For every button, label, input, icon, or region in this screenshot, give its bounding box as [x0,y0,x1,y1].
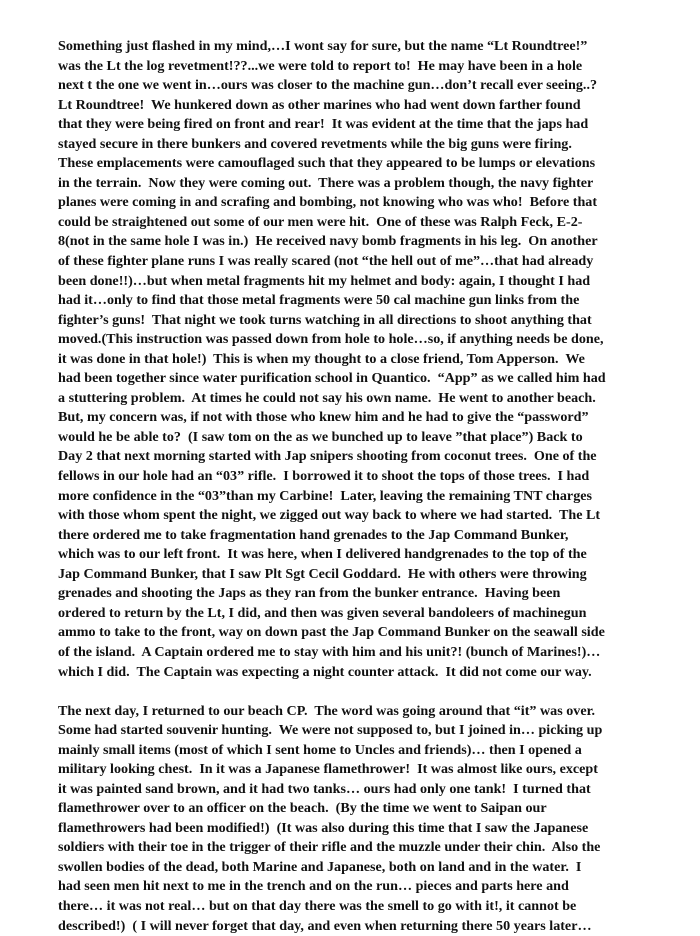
text-line: could be straightened out some of our men were hit. One of these was Ralph Feck, E-2- [58,213,583,230]
text-line: Jap Command Bunker, that I saw Plt Sgt Cecil Goddard. He with others were throwing [58,565,587,582]
text-line: swollen bodies of the dead, both Marine and Japanese, both on land and in the water. I [58,858,582,875]
text-line: Something just flashed in my mind,…I wont say for sure, but the name “Lt Roundtree!” [58,38,588,54]
text-line: which I did. The Captain was expecting a night counter attack. It did not come our way. [58,663,592,680]
text-line: had been together since water purification school in Quantico. “App” as we called him had [58,370,606,387]
text-line: ammo to take to the front, way on down past the Jap Command Bunker on the seawall side [58,624,605,641]
text-line: which was to our left front. It was here, when I delivered handgrenades to the top of the [58,546,587,563]
text-line: there… it was not real… but on that day there was the smell to go with it!, it cannot be [58,898,577,915]
paragraph-1 [58,37,680,682]
text-line: The next day, I returned to our beach CP. The word was going around that “it” was over. [58,702,596,719]
text-line: planes were coming in and scrafing and bombing, not knowing who was who! Before that [58,194,598,211]
text-line: a stuttering problem. At times he could not say his own name. He went to another beach. [58,389,596,406]
text-line: Day 2 that next morning started with Jap snipers shooting from coconut trees. One of the [58,448,597,465]
document-page [58,37,680,936]
text-line: it was done in that hole!) This is when my thought to a close friend, Tom Apperson. We [58,350,585,367]
text-line: of the island. A Captain ordered me to stay with him and his unit?! (bunch of Marines!)… [58,643,601,660]
text-line: 8(not in the same hole I was in.) He received navy bomb fragments in his leg. On another [58,233,598,250]
text-line: it was painted sand brown, and it had two tanks… ours had only one tank! I turned that [58,780,591,797]
text-line: of these fighter plane runs I was really scared (not “the hell out of me”…that had already [58,253,594,270]
text-line: flamethrower over to an officer on the beach. (By the time we went to Saipan our [58,800,547,817]
text-line: Lt Roundtree! We hunkered down as other marines who had went down farther found [58,96,581,113]
text-line: been done!!)…but when metal fragments hit my helmet and body: again, I thought I had [58,272,591,289]
text-line: would he be able to? (I saw tom on the as we bunched up to leave ”that place”) Back to [58,428,583,445]
text-line: moved.(This instruction was passed down from hole to hole…so, if anything needs be done, [58,331,604,348]
text-line: stayed secure in there bunkers and covered revetments while the big guns were firing. [58,135,572,152]
text-line: fellows in our hole had an “03” rifle. I borrowed it to shoot the tops of those trees. I had [58,468,590,485]
text-line: in the terrain. Now they were coming out. There was a problem though, the navy fighter [58,174,594,191]
text-line: These emplacements were camouflaged such that they appeared to be lumps or elevations [58,155,596,172]
text-line: mainly small items (most of which I sent home to Uncles and friends)… then I opened a [58,741,582,758]
text-line: military looking chest. In it was a Japanese flamethrower! It was almost like ours, except [58,761,598,778]
text-line: had seen men hit next to me in the trench and on the run… pieces and parts here and [58,878,569,895]
text-line: that they were being fired on front and rear! It was evident at the time that the japs had [58,116,589,133]
text-line: next t the one we went in…ours was closer to the machine gun…don’t recall ever seeing..? [58,77,598,94]
text-line: soldiers with their toe in the trigger of their rifle and the muzzle under their chin. Also the [58,839,601,856]
text-line: was the Lt the log revetment!??...we were told to report to! He may have been in a hole [58,57,583,74]
text-line: described!) ( I will never forget that day, and even when returning there 50 years later… [58,917,592,934]
text-line: ordered to return by the Lt, I did, and then was given several bandoleers of machinegun [58,604,587,621]
text-line: with those whom spent the night, we zigged out way back to where we had started. The Lt [58,507,601,524]
text-line: there ordered me to take fragmentation hand grenades to the Jap Command Bunker, [58,526,569,543]
text-line: Some had started souvenir hunting. We were not supposed to, but I joined in… picking up [58,722,603,739]
text-line: had it…only to find that those metal fragments were 50 cal machine gun links from the [58,292,580,309]
paragraph-gap [58,682,680,702]
text-line: fighter’s guns! That night we took turns watching in all directions to shoot anything that [58,311,592,328]
text-line: grenades and shooting the Japs as they ran from the bunker entrance. Having been [58,585,561,602]
paragraph-2 [58,702,680,936]
text-line: flamethrowers had been modified!) (It was also during this time that I saw the Japanese [58,819,589,836]
text-line: But, my concern was, if not with those who knew him and he had to give the “password” [58,409,589,426]
text-line: more confidence in the “03”than my Carbine! Later, leaving the remaining TNT charges [58,487,592,504]
